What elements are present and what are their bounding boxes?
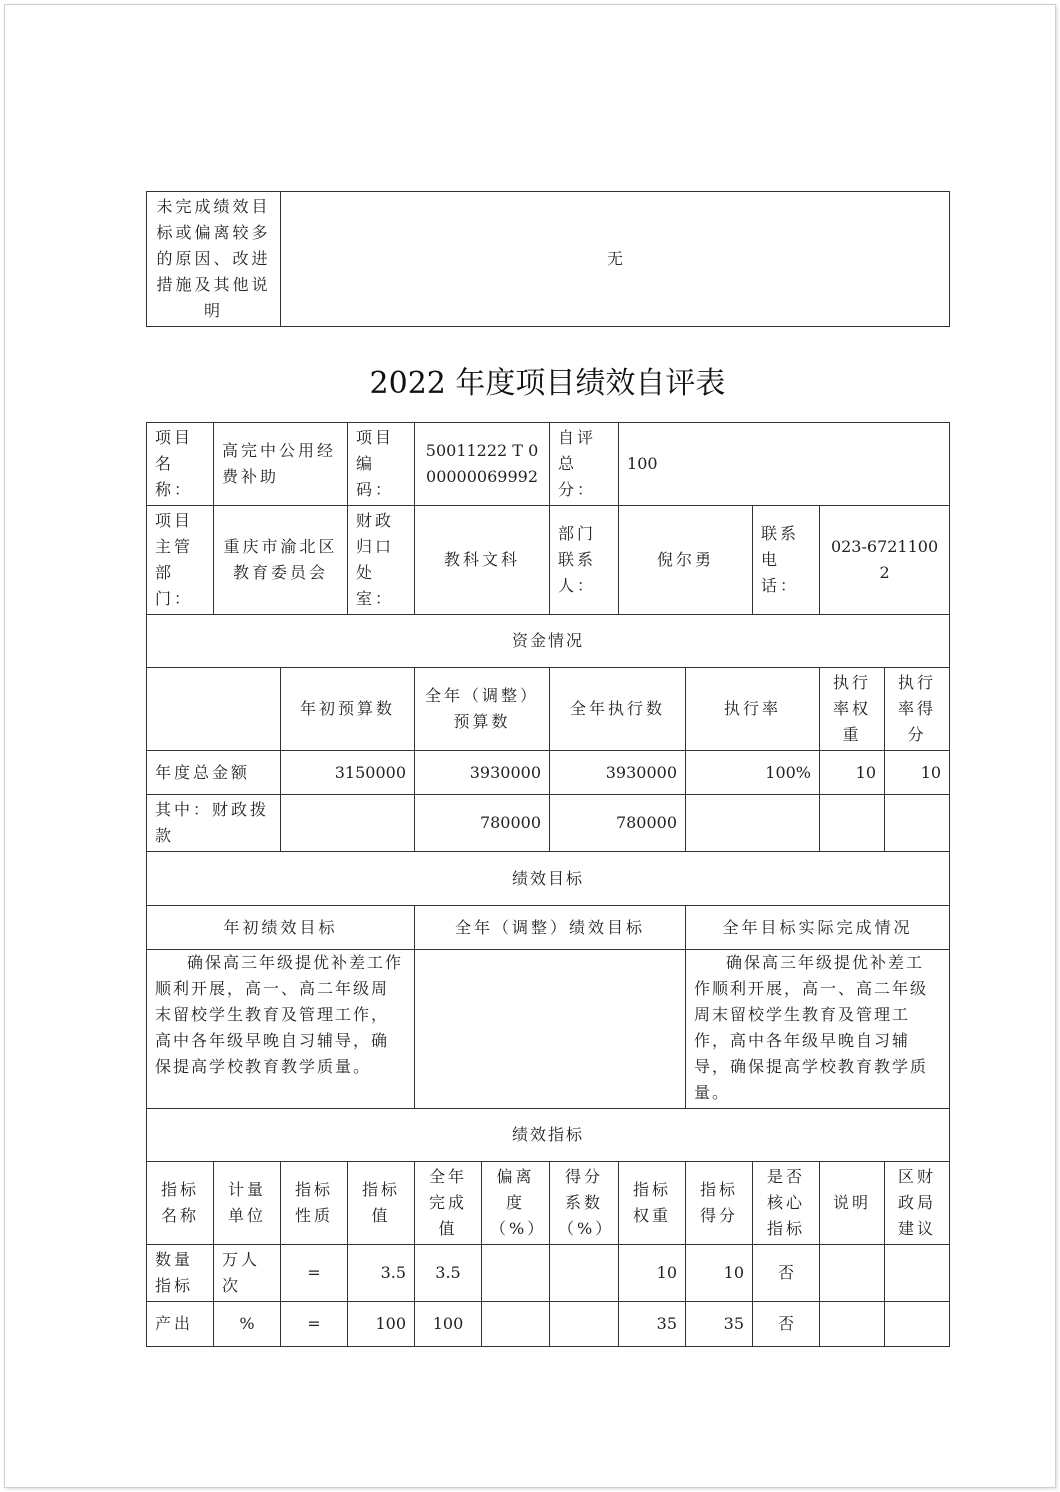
- dept-label: 项目主管部门：: [147, 506, 214, 615]
- funds-section-title: 资金情况: [147, 615, 950, 668]
- score-total-value: 100: [619, 423, 950, 506]
- indicators-section-title: 绩效指标: [147, 1109, 950, 1162]
- goals-adjusted-text: [415, 950, 686, 1109]
- goals-col-adjusted: 全年（调整）绩效目标: [415, 906, 686, 950]
- funds-col-initial: 年初预算数: [281, 668, 415, 751]
- ind-col-weight: 指标权重: [619, 1162, 686, 1245]
- evaluation-table: [146, 422, 950, 1347]
- ind-note: [820, 1302, 885, 1347]
- funds-row-label: 其中：财政拨款: [147, 795, 281, 852]
- remarks-label: 未完成绩效目标或偏离较多的原因、改进措施及其他说明: [147, 192, 281, 327]
- funds-score: 10: [885, 751, 950, 795]
- project-name-label: 项目名称：: [147, 423, 214, 506]
- ind-advice: [885, 1245, 950, 1302]
- contact-value: 倪尔勇: [619, 506, 753, 615]
- goals-initial-text: 确保高三年级提优补差工作顺利开展，高一、高二年级周末留校学生教育及管理工作，高中各年级早晚自习辅导，确保提高学校教育教学质量。: [147, 950, 415, 1109]
- funds-col-weight: 执行率权重: [820, 668, 885, 751]
- project-code-value: 50011222 T 000000069992: [415, 423, 550, 506]
- page-title: 2022 年度项目绩效自评表: [369, 366, 726, 401]
- ind-score: 10: [686, 1245, 753, 1302]
- ind-coef: [550, 1302, 619, 1347]
- funds-header-blank: [147, 668, 281, 751]
- ind-note: [820, 1245, 885, 1302]
- ind-col-deviation: 偏离度（%）: [482, 1162, 550, 1245]
- office-value: 教科文科: [415, 506, 550, 615]
- ind-weight: 35: [619, 1302, 686, 1347]
- ind-target: 3.5: [348, 1245, 415, 1302]
- funds-weight: [820, 795, 885, 852]
- table-row: [147, 1302, 950, 1347]
- dept-value: 重庆市渝北区教育委员会: [214, 506, 348, 615]
- funds-col-adjusted: 全年（调整）预算数: [415, 668, 550, 751]
- ind-actual: 100: [415, 1302, 482, 1347]
- ind-col-target: 指标值: [348, 1162, 415, 1245]
- ind-col-note: 说明: [820, 1162, 885, 1245]
- ind-nature: =: [281, 1245, 348, 1302]
- funds-initial: [281, 795, 415, 852]
- funds-initial: 3150000: [281, 751, 415, 795]
- score-total-label: 自评总分：: [550, 423, 619, 506]
- ind-score: 35: [686, 1302, 753, 1347]
- project-name-value: 高完中公用经费补助: [214, 423, 348, 506]
- phone-value: 023-67211002: [820, 506, 950, 615]
- funds-row-label: 年度总金额: [147, 751, 281, 795]
- ind-unit: 万人次: [214, 1245, 281, 1302]
- table-row: [147, 1245, 950, 1302]
- ind-core: 否: [753, 1302, 820, 1347]
- funds-score: [885, 795, 950, 852]
- ind-col-name: 指标名称: [147, 1162, 214, 1245]
- table-row: [147, 795, 950, 852]
- ind-nature: =: [281, 1302, 348, 1347]
- funds-col-rate: 执行率: [686, 668, 820, 751]
- ind-name: 产出: [147, 1302, 214, 1347]
- ind-col-nature: 指标性质: [281, 1162, 348, 1245]
- ind-col-actual: 全年完成值: [415, 1162, 482, 1245]
- ind-col-unit: 计量单位: [214, 1162, 281, 1245]
- goals-section-title: 绩效目标: [147, 852, 950, 906]
- funds-executed: 780000: [550, 795, 686, 852]
- ind-col-advice: 区财政局建议: [885, 1162, 950, 1245]
- remarks-value: 无: [281, 192, 950, 327]
- ind-core: 否: [753, 1245, 820, 1302]
- ind-deviation: [482, 1245, 550, 1302]
- funds-col-score: 执行率得分: [885, 668, 950, 751]
- ind-advice: [885, 1302, 950, 1347]
- goals-actual-text: 确保高三年级提优补差工作顺利开展，高一、高二年级周末留校学生教育及管理工作，高中各年级早晚自习辅导，确保提高学校教育教学质量。: [686, 950, 950, 1109]
- ind-col-core: 是否核心指标: [753, 1162, 820, 1245]
- remarks-table: [146, 191, 950, 327]
- table-row: [147, 751, 950, 795]
- funds-adjusted: 3930000: [415, 751, 550, 795]
- goals-col-actual: 全年目标实际完成情况: [686, 906, 950, 950]
- ind-unit: %: [214, 1302, 281, 1347]
- goals-col-initial: 年初绩效目标: [147, 906, 415, 950]
- ind-actual: 3.5: [415, 1245, 482, 1302]
- funds-rate: [686, 795, 820, 852]
- ind-name: 数量指标: [147, 1245, 214, 1302]
- contact-label: 部门联系人：: [550, 506, 619, 615]
- ind-coef: [550, 1245, 619, 1302]
- ind-col-coef: 得分系数（%）: [550, 1162, 619, 1245]
- funds-weight: 10: [820, 751, 885, 795]
- project-code-label: 项目编码：: [348, 423, 415, 506]
- ind-deviation: [482, 1302, 550, 1347]
- ind-col-score: 指标得分: [686, 1162, 753, 1245]
- funds-adjusted: 780000: [415, 795, 550, 852]
- funds-col-executed: 全年执行数: [550, 668, 686, 751]
- ind-weight: 10: [619, 1245, 686, 1302]
- phone-label: 联系电话：: [753, 506, 820, 615]
- funds-executed: 3930000: [550, 751, 686, 795]
- office-label: 财政归口处室：: [348, 506, 415, 615]
- funds-rate: 100%: [686, 751, 820, 795]
- ind-target: 100: [348, 1302, 415, 1347]
